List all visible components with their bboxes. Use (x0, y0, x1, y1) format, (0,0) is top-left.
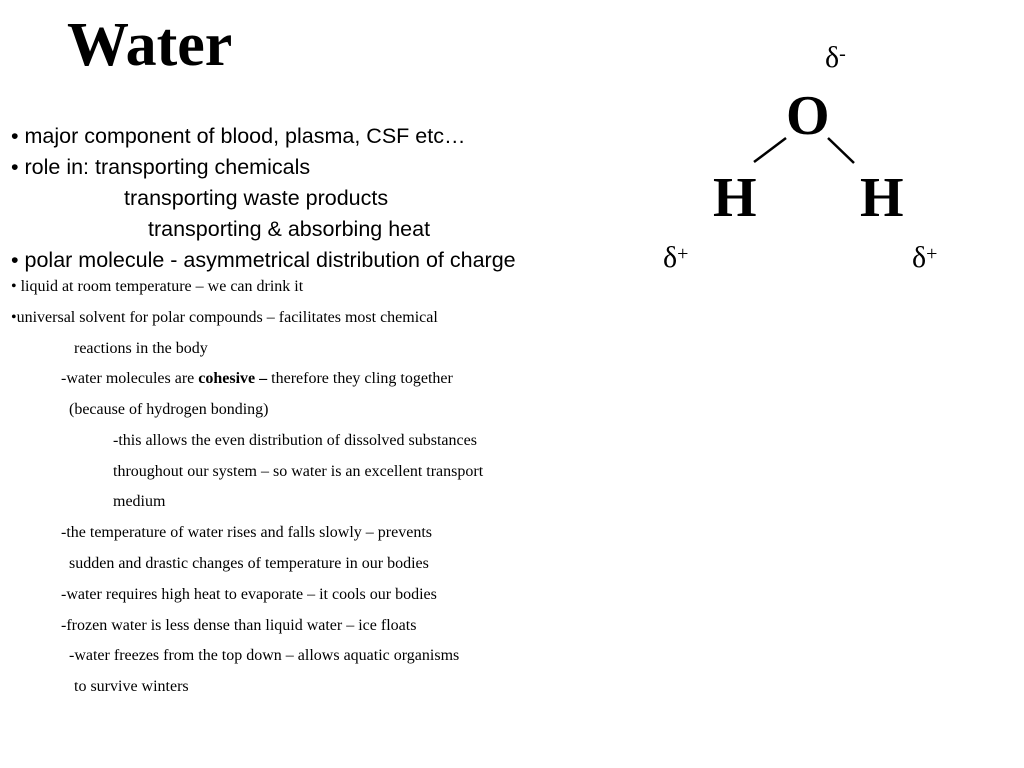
bullet-role-heat: transporting & absorbing heat (148, 217, 431, 241)
bullet-major-component: • major component of blood, plasma, CSF etc… (11, 124, 466, 148)
note-temperature: -the temperature of water rises and falls slowly – prevents (61, 524, 432, 541)
bullet-polar-molecule: • polar molecule - asymmetrical distribution of charge (11, 248, 516, 272)
delta-symbol: δ (825, 41, 840, 74)
note-even-distribution: -this allows the even distribution of dissolved substances (113, 432, 477, 449)
note-sudden-changes: sudden and drastic changes of temperature in our bodies (69, 555, 429, 572)
note-cohesive (61, 371, 453, 387)
note-universal-solvent: •universal solvent for polar compounds – facilitates most chemical (11, 309, 438, 326)
note-survive-winters: to survive winters (74, 678, 189, 695)
note-cohesive-post: therefore they cling together (271, 370, 453, 387)
bond-left (754, 138, 786, 162)
hydrogen-atom-left: H (713, 167, 757, 229)
oxygen-partial-charge (825, 43, 846, 73)
note-cohesive-bold: cohesive – (198, 370, 272, 387)
bond-right (828, 138, 854, 163)
positive-sign: + (926, 243, 938, 265)
bullet-role-waste: transporting waste products (124, 186, 389, 210)
hydrogen-atom-right: H (860, 167, 904, 229)
note-freezes-top-down: -water freezes from the top down – allows aquatic organisms (69, 647, 460, 664)
hydrogen-right-partial-charge (912, 243, 937, 273)
note-liquid: • liquid at room temperature – we can drink it (11, 278, 304, 295)
delta-symbol: δ (663, 241, 678, 274)
note-transport: throughout our system – so water is an excellent transport (113, 463, 484, 480)
negative-sign: - (839, 43, 846, 65)
slide-title: Water (67, 11, 233, 79)
bullet-role: • role in: transporting chemicals (11, 155, 311, 179)
note-ice-floats: -frozen water is less dense than liquid water – ice floats (61, 617, 417, 634)
note-hydrogen-bonding: (because of hydrogen bonding) (69, 401, 269, 418)
hydrogen-left-partial-charge (663, 243, 688, 273)
covalent-bonds (740, 125, 860, 170)
note-medium: medium (113, 493, 166, 510)
note-evaporate: -water requires high heat to evaporate – it cools our bodies (61, 586, 437, 603)
note-reactions: reactions in the body (74, 340, 208, 357)
note-cohesive-pre: -water molecules are (61, 370, 199, 387)
positive-sign: + (677, 243, 689, 265)
oxygen-atom: O (786, 85, 830, 147)
delta-symbol: δ (912, 241, 927, 274)
